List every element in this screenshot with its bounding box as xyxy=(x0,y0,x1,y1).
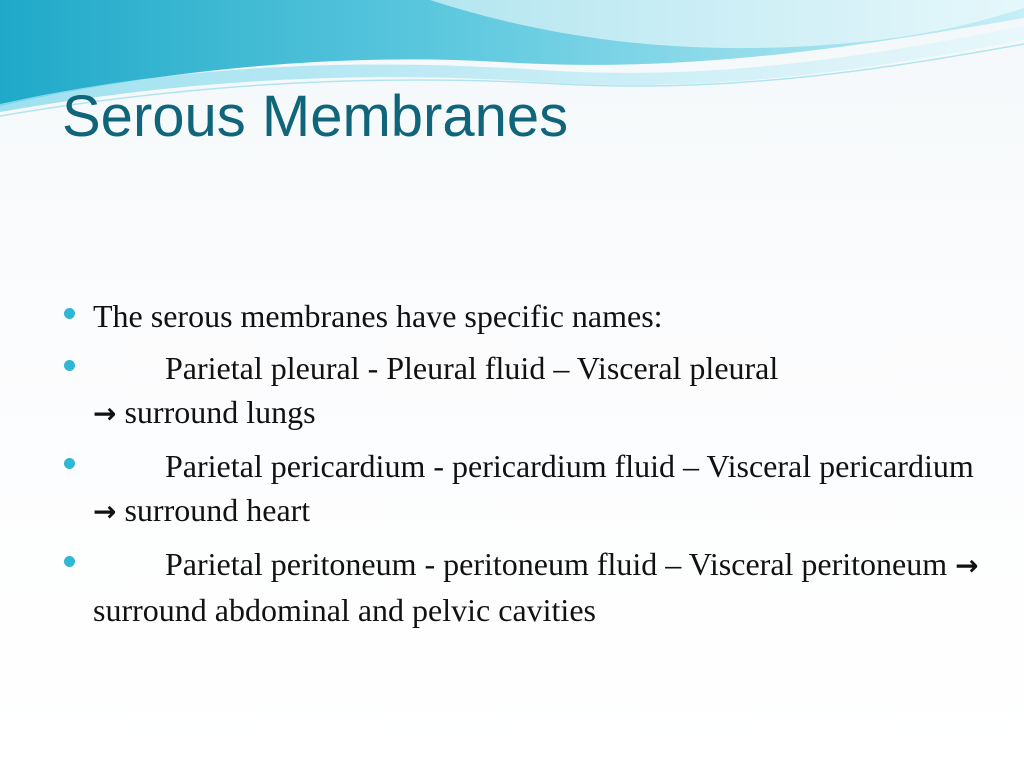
bullet-icon xyxy=(64,556,75,567)
arrow-right-icon: → xyxy=(955,549,979,582)
slide-title: Serous Membranes xyxy=(62,84,569,149)
bullet-icon xyxy=(64,308,75,319)
arrow-right-icon: → xyxy=(93,495,117,528)
bullet-list xyxy=(62,294,982,640)
bullet-item-pleural xyxy=(62,346,982,436)
bullet-text: Parietal pleural - Pleural fluid – Visceral pleural xyxy=(165,350,779,386)
bullet-icon xyxy=(64,360,75,371)
bullet-item-peritoneum xyxy=(62,542,982,632)
bullet-text: Parietal peritoneum - peritoneum fluid – Visceral peritoneum xyxy=(165,546,948,582)
bullet-result-text: surround lungs xyxy=(116,394,316,430)
arrow-right-icon: → xyxy=(93,397,117,430)
bullet-icon xyxy=(64,458,75,469)
bullet-text: Parietal pericardium - pericardium fluid – Visceral pericardium xyxy=(165,448,974,484)
bullet-item-pericardium xyxy=(62,444,982,534)
bullet-item-intro xyxy=(62,294,982,338)
bullet-result-text: surround heart xyxy=(116,492,311,528)
bullet-text: The serous membranes have specific names: xyxy=(93,298,663,334)
bullet-result-text: surround abdominal and pelvic cavities xyxy=(93,592,596,628)
